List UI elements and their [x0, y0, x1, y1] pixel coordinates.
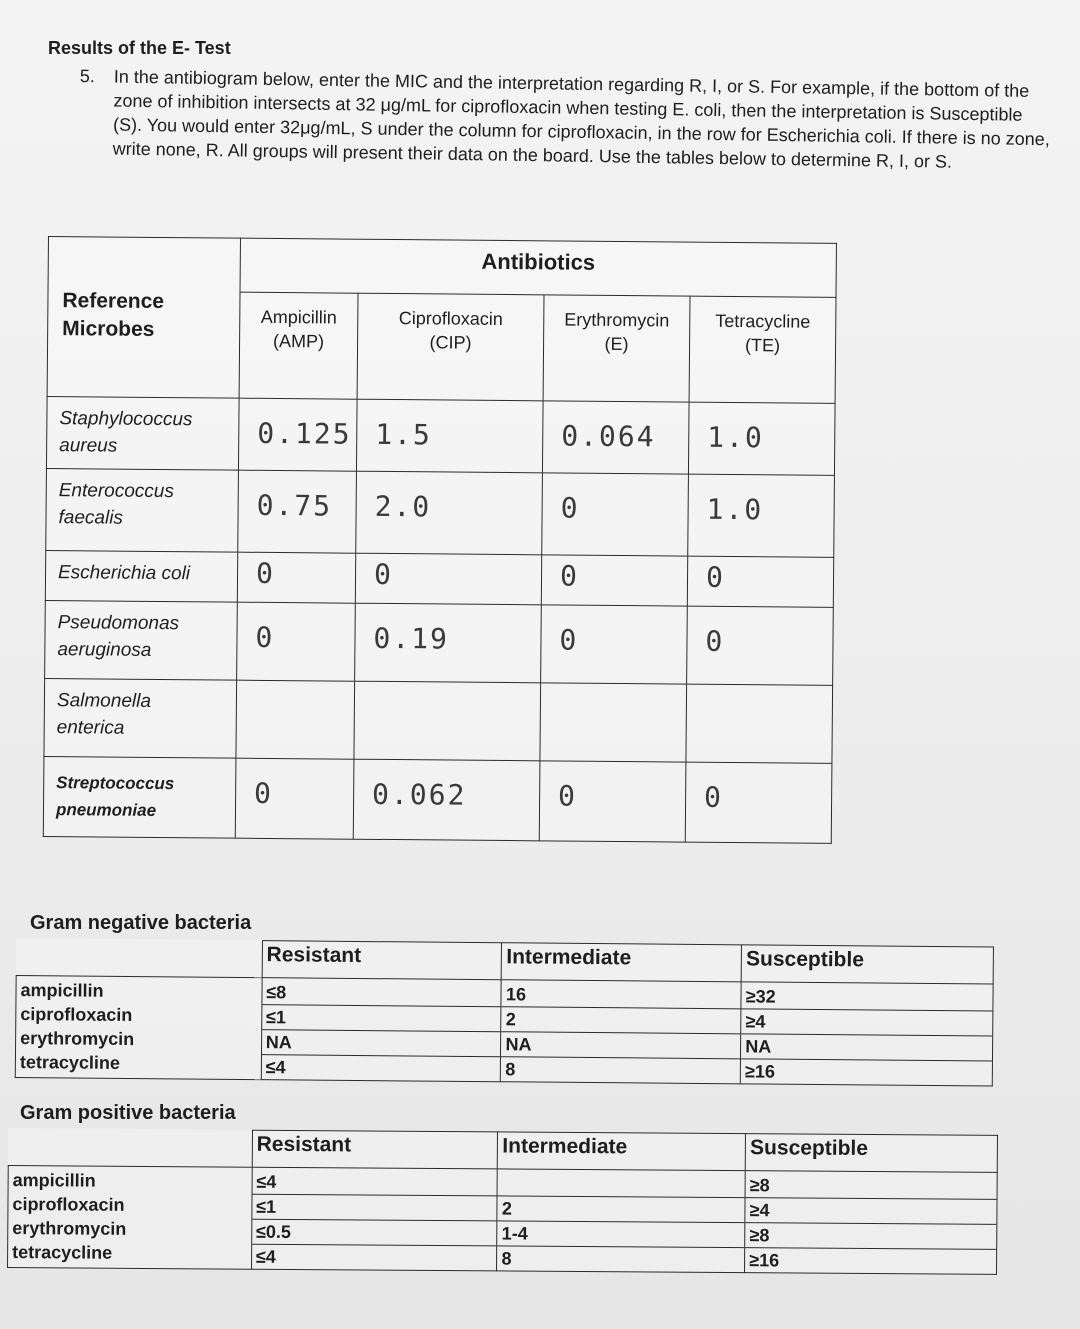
column-ciprofloxacin: Ciprofloxacin (CIP) [357, 293, 544, 401]
mic-entry[interactable]: 0.75 [238, 470, 357, 553]
mic-entry[interactable]: 0 [237, 552, 355, 603]
mic-entry[interactable]: 0 [237, 602, 356, 681]
intermediate-values: 16 2 NA 8 [501, 980, 742, 1084]
header-intermediate: Intermediate [498, 1132, 746, 1171]
column-erythromycin: Erythromycin (E) [543, 295, 690, 402]
header-intermediate: Intermediate [502, 943, 742, 982]
mic-entry[interactable]: 0 [685, 762, 832, 843]
reference-microbes-header: Reference Microbes [47, 237, 240, 399]
column-ampicillin: Ampicillin (AMP) [239, 292, 358, 399]
table-row [44, 678, 833, 763]
mic-entry[interactable] [236, 680, 355, 759]
resistant-values: ≤8 ≤1 NA ≤4 [261, 978, 502, 1082]
mic-entry[interactable] [686, 684, 833, 763]
question-text: In the antibiogram below, enter the MIC and the interpretation regarding R, I, or S. For example, if the bottom of the zone of inhibition intersects at 32 μg/mL for ciprofloxacin when testing E. coli, then the interpretation is Susceptible (S). You would enter 32μg/mL, S under the column for ciprofloxacin, in the row for Escherichia coli. If there is no zone, write none, R. All groups will present their data on the board. Use the tables below to determine R, I, or S. [112, 66, 1050, 172]
header-susceptible: Susceptible [741, 945, 993, 984]
mic-entry[interactable]: 1.5 [356, 399, 543, 473]
header-resistant: Resistant [262, 941, 502, 980]
gram-positive-label: Gram positive bacteria [20, 1102, 236, 1124]
mic-entry[interactable]: 1.0 [688, 402, 835, 475]
header-resistant: Resistant [252, 1130, 498, 1169]
antibiogram-table [43, 236, 837, 844]
antibiotics-header: Antibiotics [240, 238, 836, 297]
intermediate-values: 2 1-4 8 [497, 1169, 745, 1273]
mic-entry[interactable]: 0 [687, 556, 833, 607]
gram-positive-table [7, 1128, 998, 1275]
microbe-name: Salmonella enterica [44, 678, 237, 758]
question-5 [78, 64, 1054, 175]
susceptible-values: ≥32 ≥4 NA ≥16 [740, 982, 993, 1086]
mic-entry[interactable]: 0 [539, 761, 686, 842]
table-row [45, 550, 833, 607]
mic-entry[interactable]: 0.19 [355, 603, 542, 683]
mic-entry[interactable] [354, 681, 541, 761]
table-row [45, 600, 834, 685]
microbe-name: Pseudomonas aeruginosa [45, 600, 238, 680]
mic-entry[interactable]: 1.0 [688, 474, 835, 557]
drug-list: ampicillin ciprofloxacin erythromycin tetracycline [15, 976, 262, 1080]
mic-entry[interactable]: 0 [542, 473, 689, 556]
table-row [46, 468, 835, 557]
mic-entry[interactable] [540, 683, 687, 762]
table-row [43, 756, 832, 843]
gram-negative-table [15, 938, 994, 1087]
resistant-values: ≤4 ≤1 ≤0.5 ≤4 [251, 1167, 497, 1271]
microbe-name: Escherichia coli [45, 550, 237, 602]
mic-entry[interactable]: 0.062 [353, 759, 540, 841]
page-title: Results of the E- Test [48, 38, 231, 58]
mic-entry[interactable]: 0 [235, 758, 354, 839]
mic-entry[interactable]: 0 [687, 606, 834, 685]
mic-entry[interactable]: 0.125 [238, 398, 357, 471]
header-susceptible: Susceptible [745, 1134, 997, 1173]
gram-negative-label: Gram negative bacteria [30, 912, 252, 934]
mic-entry[interactable]: 2.0 [356, 471, 543, 555]
mic-entry[interactable]: 0 [355, 553, 541, 605]
susceptible-values: ≥8 ≥4 ≥8 ≥16 [745, 1171, 997, 1275]
question-number: 5. [79, 65, 95, 87]
microbe-name: Enterococcus faecalis [46, 468, 239, 552]
table-row [46, 396, 835, 475]
microbe-name: Staphylococcus aureus [46, 396, 239, 470]
drug-list: ampicillin ciprofloxacin erythromycin tetracycline [8, 1166, 252, 1270]
mic-entry[interactable]: 0 [541, 555, 687, 606]
mic-entry[interactable]: 0 [541, 605, 688, 684]
mic-entry[interactable]: 0.064 [542, 401, 689, 474]
microbe-name: Streptococcus pneumoniae [43, 756, 236, 838]
column-tetracycline: Tetracycline (TE) [689, 296, 836, 403]
